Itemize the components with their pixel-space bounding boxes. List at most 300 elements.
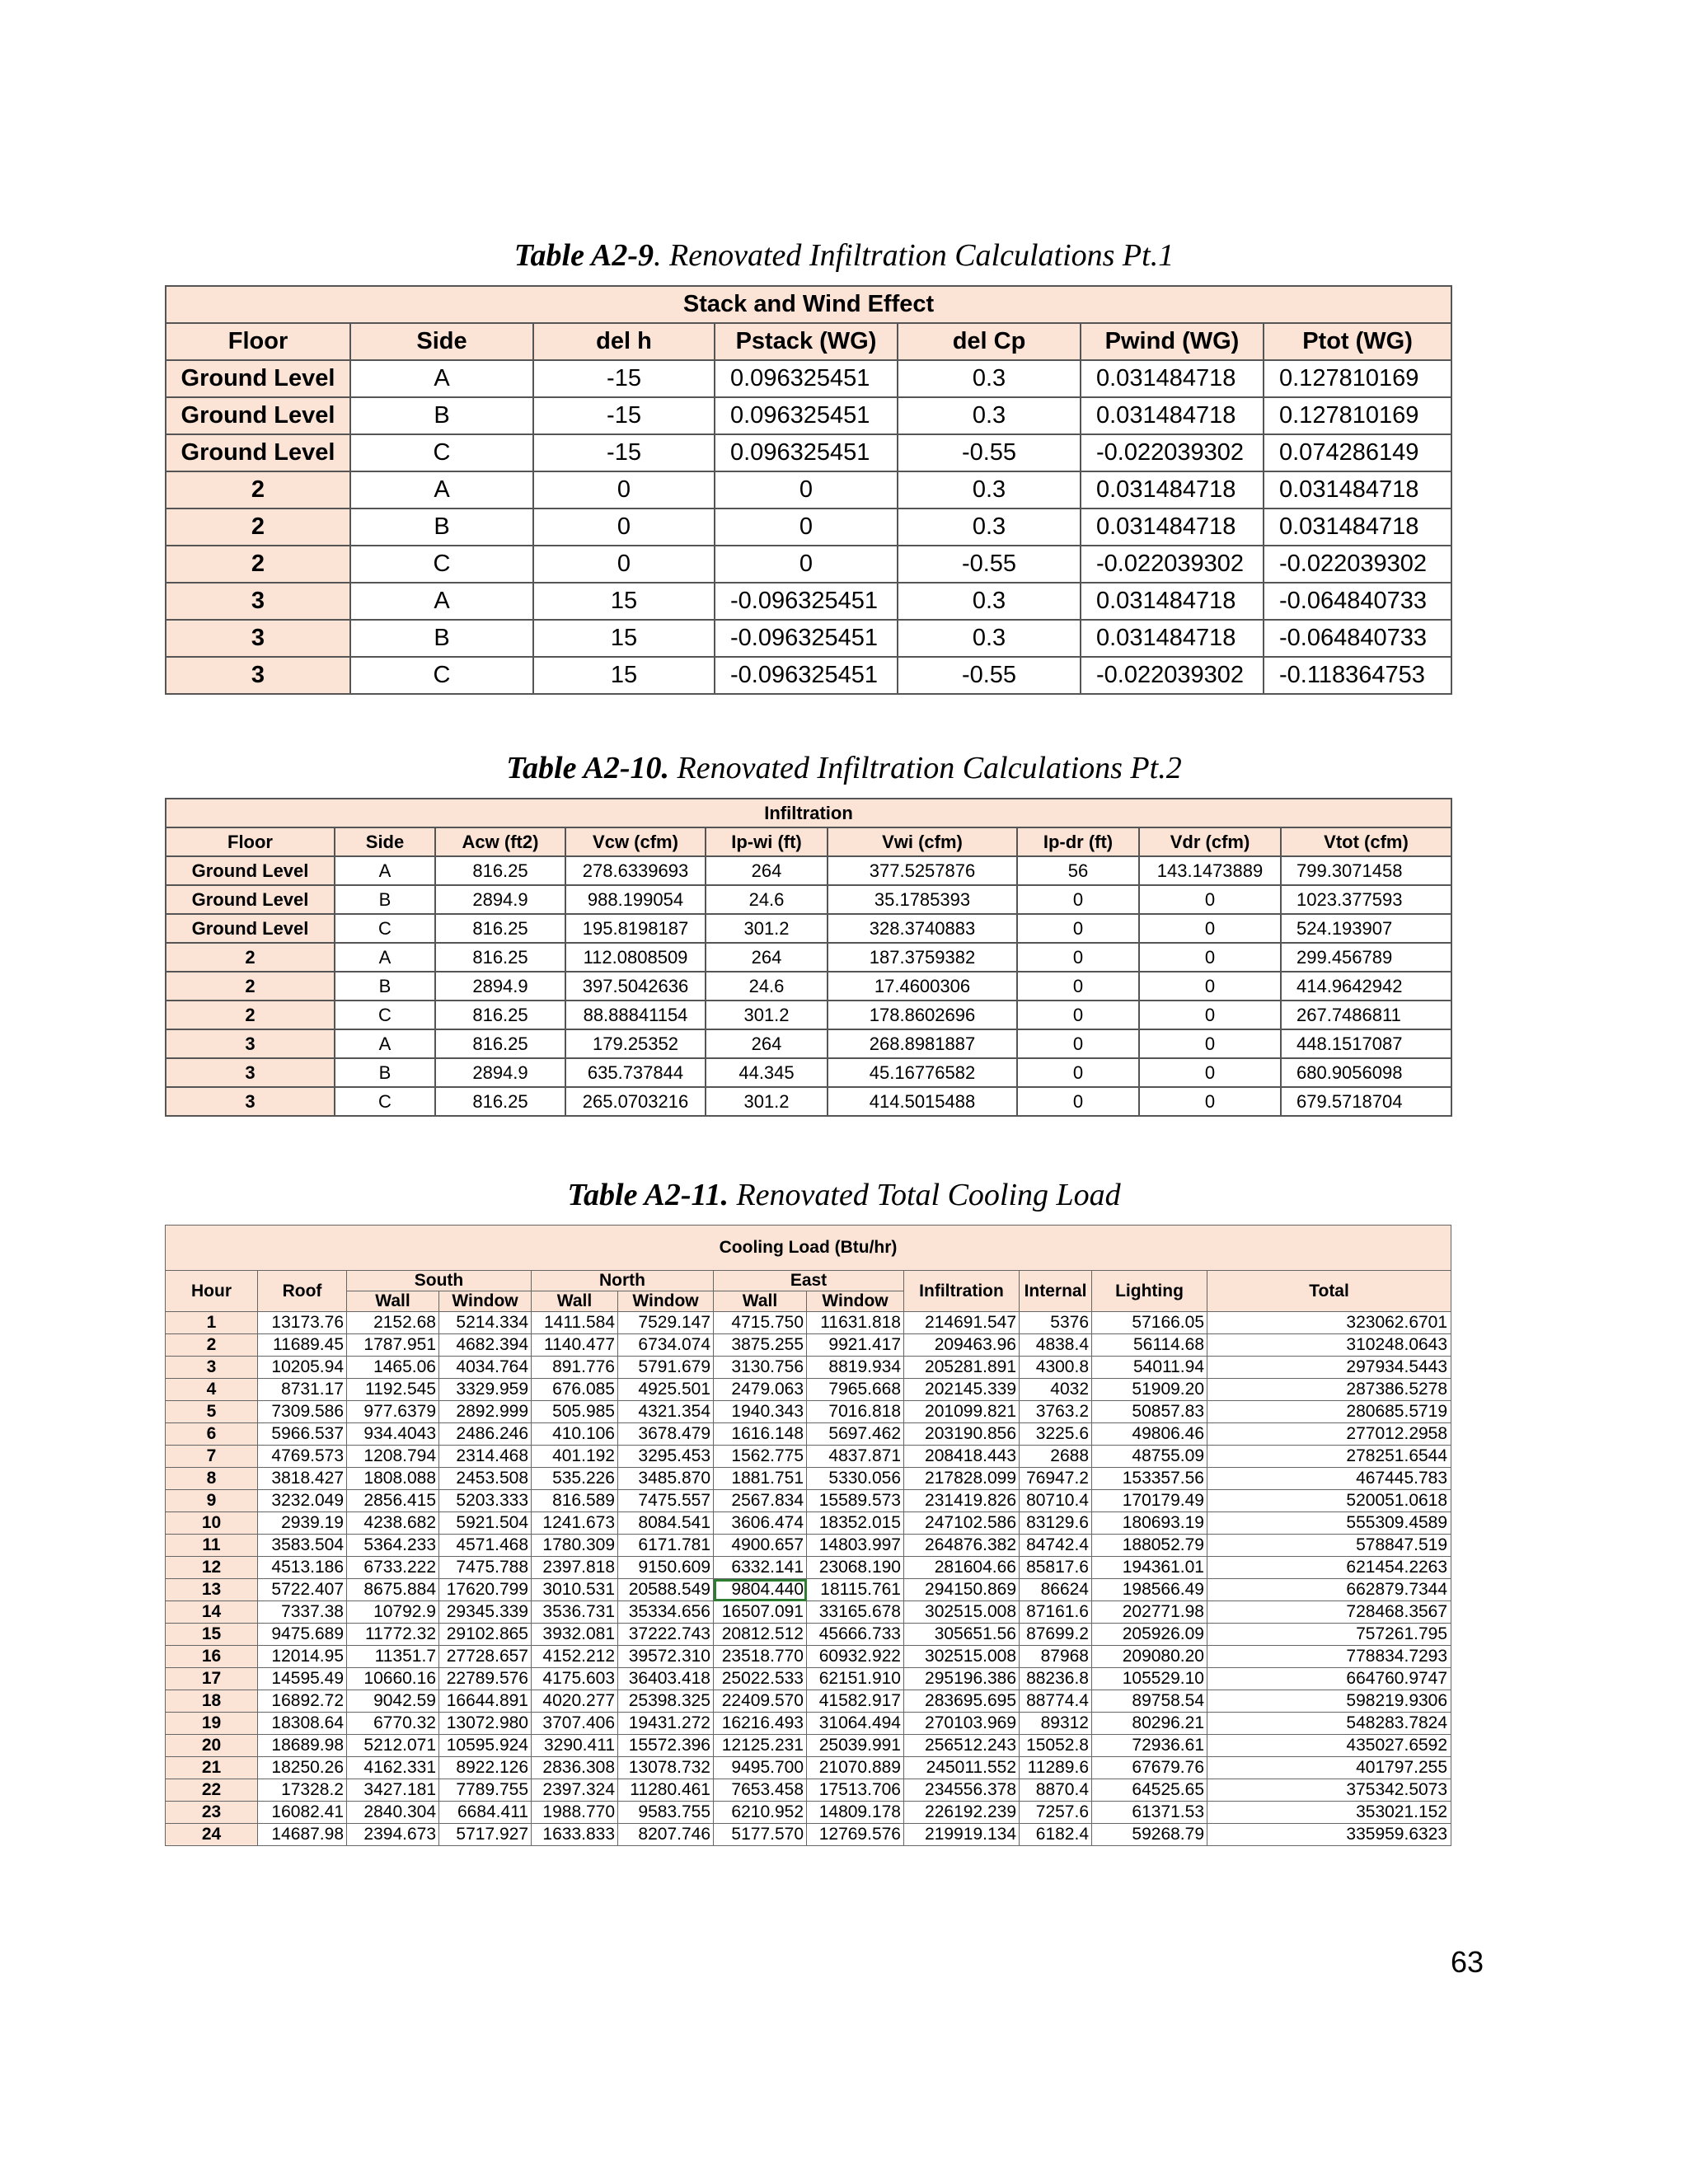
row-label: Ground Level	[166, 360, 350, 397]
table-cell: A	[335, 856, 435, 885]
table-cell: 295196.386	[904, 1668, 1020, 1690]
table-cell: 301.2	[706, 1001, 828, 1029]
row-label: 13	[166, 1579, 258, 1601]
table-row	[166, 1468, 1451, 1490]
table-cell: 2856.415	[347, 1490, 439, 1512]
table-cell: 0	[1139, 972, 1281, 1001]
table-row	[166, 1334, 1451, 1357]
row-label: 20	[166, 1735, 258, 1757]
row-label: 2	[166, 509, 350, 546]
table-cell: 0	[1017, 1001, 1139, 1029]
table-cell: 49806.46	[1092, 1423, 1207, 1446]
table-cell: 3295.453	[618, 1446, 714, 1468]
column-header: Pstack (WG)	[715, 323, 898, 360]
table-cell: B	[335, 972, 435, 1001]
column-header: del Cp	[898, 323, 1081, 360]
table-cell: 88236.8	[1020, 1668, 1092, 1690]
table-cell: 8819.934	[807, 1357, 904, 1379]
row-label: 3	[166, 583, 350, 620]
col-internal: Internal	[1020, 1271, 1092, 1312]
table-cell: C	[350, 434, 533, 471]
table-cell: 3818.427	[258, 1468, 347, 1490]
table-cell: 15	[533, 657, 715, 694]
table-cell: C	[335, 1087, 435, 1116]
table-cell: 1241.673	[532, 1512, 618, 1535]
table-cell: 11289.6	[1020, 1757, 1092, 1779]
table-cell: B	[350, 620, 533, 657]
table-cell: 0.096325451	[715, 397, 898, 434]
table-cell: 1411.584	[532, 1312, 618, 1334]
table-cell: 143.1473889	[1139, 856, 1281, 885]
table-cell: 0.3	[898, 360, 1081, 397]
table-cell: 375342.5073	[1207, 1779, 1451, 1802]
table-cell: 297934.5443	[1207, 1357, 1451, 1379]
table-cell: 195.8198187	[565, 914, 706, 943]
table-cell: 280685.5719	[1207, 1401, 1451, 1423]
row-label: 2	[166, 546, 350, 583]
table-cell: 0.031484718	[1264, 471, 1451, 509]
table-cell: 3932.081	[532, 1624, 618, 1646]
table-cell: 535.226	[532, 1468, 618, 1490]
table-cell: 201099.821	[904, 1401, 1020, 1423]
table-cell: 15	[533, 583, 715, 620]
table-cell: 23068.190	[807, 1557, 904, 1579]
table-cell: 299.456789	[1281, 943, 1451, 972]
table-cell: A	[335, 943, 435, 972]
table-cell: 36403.418	[618, 1668, 714, 1690]
table-cell: 6332.141	[714, 1557, 807, 1579]
column-header: Pwind (WG)	[1081, 323, 1264, 360]
table-cell: -0.096325451	[715, 620, 898, 657]
table-cell: 3232.049	[258, 1490, 347, 1512]
table-cell: 22409.570	[714, 1690, 807, 1713]
table-cell: 13173.76	[258, 1312, 347, 1334]
table-cell: 505.985	[532, 1401, 618, 1423]
table-row	[166, 1668, 1451, 1690]
table-cell: 353021.152	[1207, 1802, 1451, 1824]
table-cell: A	[350, 360, 533, 397]
table-cell: 2397.818	[532, 1557, 618, 1579]
table-cell: 816.25	[435, 1029, 565, 1058]
row-label: Ground Level	[166, 397, 350, 434]
col-hour: Hour	[166, 1271, 258, 1312]
table-cell: 15572.396	[618, 1735, 714, 1757]
table-cell: 6210.952	[714, 1802, 807, 1824]
table-cell: 10792.9	[347, 1601, 439, 1624]
table-cell: 85817.6	[1020, 1557, 1092, 1579]
table-cell: 12125.231	[714, 1735, 807, 1757]
table-cell: 816.25	[435, 1001, 565, 1029]
row-label: 3	[166, 1058, 335, 1087]
table-cell: 977.6379	[347, 1401, 439, 1423]
col-south-wall: Wall	[347, 1291, 439, 1312]
table-cell: 4925.501	[618, 1379, 714, 1401]
table-cell: 25398.325	[618, 1690, 714, 1713]
row-label: 21	[166, 1757, 258, 1779]
table-cell: 57166.05	[1092, 1312, 1207, 1334]
table-cell: 302515.008	[904, 1601, 1020, 1624]
table-row	[166, 1312, 1451, 1334]
table-cell: 323062.6701	[1207, 1312, 1451, 1334]
table-cell: -0.064840733	[1264, 583, 1451, 620]
row-label: 12	[166, 1557, 258, 1579]
table-cell: 328.3740883	[828, 914, 1017, 943]
table-cell: 18250.26	[258, 1757, 347, 1779]
table-cell: 219919.134	[904, 1824, 1020, 1846]
table-cell: 217828.099	[904, 1468, 1020, 1490]
table-cell: 80710.4	[1020, 1490, 1092, 1512]
table-cell: -0.064840733	[1264, 620, 1451, 657]
column-header: Vdr (cfm)	[1139, 827, 1281, 856]
row-label: 17	[166, 1668, 258, 1690]
table-cell: 3010.531	[532, 1579, 618, 1601]
table-cell: 17513.706	[807, 1779, 904, 1802]
table-cell: -15	[533, 360, 715, 397]
table-cell: 4838.4	[1020, 1334, 1092, 1357]
table-cell: 14803.997	[807, 1535, 904, 1557]
table-cell: 283695.695	[904, 1690, 1020, 1713]
col-roof: Roof	[258, 1271, 347, 1312]
table-cell: C	[350, 546, 533, 583]
table-cell: 50857.83	[1092, 1401, 1207, 1423]
table-cell: 188052.79	[1092, 1535, 1207, 1557]
table-cell: 2894.9	[435, 972, 565, 1001]
column-header: Acw (ft2)	[435, 827, 565, 856]
table-cell: 5791.679	[618, 1357, 714, 1379]
row-label: 10	[166, 1512, 258, 1535]
table-cell: 0	[1139, 1087, 1281, 1116]
table-cell: 23518.770	[714, 1646, 807, 1668]
table-cell: 187.3759382	[828, 943, 1017, 972]
table-row	[166, 657, 1451, 694]
table-cell: 0	[1139, 943, 1281, 972]
table-cell: -0.55	[898, 657, 1081, 694]
table-cell: 0	[1017, 1087, 1139, 1116]
table-cell: 6770.32	[347, 1713, 439, 1735]
table-cell: 87699.2	[1020, 1624, 1092, 1646]
table-cell: 1881.751	[714, 1468, 807, 1490]
group-header: Stack and Wind Effect	[166, 286, 1451, 323]
table-cell: 14809.178	[807, 1802, 904, 1824]
row-label: 11	[166, 1535, 258, 1557]
table-row	[166, 1624, 1451, 1646]
table-row	[166, 1423, 1451, 1446]
table-cell: 0	[715, 471, 898, 509]
table-cell: 208418.443	[904, 1446, 1020, 1468]
table-cell: 4715.750	[714, 1312, 807, 1334]
table-cell: 9042.59	[347, 1690, 439, 1713]
table-cell: 305651.56	[904, 1624, 1020, 1646]
table-cell: 0	[1139, 1029, 1281, 1058]
table-cell: 4900.657	[714, 1535, 807, 1557]
table-cell: 264	[706, 943, 828, 972]
table-row	[166, 397, 1451, 434]
table-row	[166, 1087, 1451, 1116]
table-cell: 7337.38	[258, 1601, 347, 1624]
table-cell: 0	[1017, 914, 1139, 943]
table-cell: 27728.657	[439, 1646, 532, 1668]
table-cell: 265.0703216	[565, 1087, 706, 1116]
row-label: 18	[166, 1690, 258, 1713]
table-cell: 0.127810169	[1264, 397, 1451, 434]
table-cell: 18308.64	[258, 1713, 347, 1735]
table-cell: 2840.304	[347, 1802, 439, 1824]
table-row	[166, 1379, 1451, 1401]
column-header: Floor	[166, 827, 335, 856]
table-cell: 2939.19	[258, 1512, 347, 1535]
table-cell: 816.589	[532, 1490, 618, 1512]
table-cell: 397.5042636	[565, 972, 706, 1001]
table-row	[166, 943, 1451, 972]
table-cell: 20588.549	[618, 1579, 714, 1601]
table-cell: 2152.68	[347, 1312, 439, 1334]
table-cell: 598219.9306	[1207, 1690, 1451, 1713]
row-label: 7	[166, 1446, 258, 1468]
table-cell: 16216.493	[714, 1713, 807, 1735]
table-cell: 80296.21	[1092, 1713, 1207, 1735]
table-cell: 9495.700	[714, 1757, 807, 1779]
table-cell: 6171.781	[618, 1535, 714, 1557]
table-cell: 294150.869	[904, 1579, 1020, 1601]
infiltration-table	[165, 798, 1452, 1117]
table-row	[166, 1824, 1451, 1846]
table-cell: 414.9642942	[1281, 972, 1451, 1001]
row-label: 2	[166, 943, 335, 972]
table-cell: 88.88841154	[565, 1001, 706, 1029]
table-cell: 179.25352	[565, 1029, 706, 1058]
table-cell: 170179.49	[1092, 1490, 1207, 1512]
table-cell: -0.022039302	[1081, 434, 1264, 471]
table-cell: 209463.96	[904, 1334, 1020, 1357]
table-row	[166, 1535, 1451, 1557]
table-cell: 7965.668	[807, 1379, 904, 1401]
table-cell: 267.7486811	[1281, 1001, 1451, 1029]
table-cell: 778834.7293	[1207, 1646, 1451, 1668]
table-cell: 198566.49	[1092, 1579, 1207, 1601]
table-cell: 816.25	[435, 856, 565, 885]
table-cell: 301.2	[706, 1087, 828, 1116]
table-cell: 548283.7824	[1207, 1713, 1451, 1735]
col-north-window: Window	[618, 1291, 714, 1312]
table-cell: 205281.891	[904, 1357, 1020, 1379]
table-cell: 5376	[1020, 1312, 1092, 1334]
table-row	[166, 914, 1451, 943]
row-label: 22	[166, 1779, 258, 1802]
table-cell: 14595.49	[258, 1668, 347, 1690]
table-cell: 264	[706, 856, 828, 885]
table-cell: 6684.411	[439, 1802, 532, 1824]
table-cell: 264	[706, 1029, 828, 1058]
table-cell: 7653.458	[714, 1779, 807, 1802]
row-label: 2	[166, 1334, 258, 1357]
table-cell: 287386.5278	[1207, 1379, 1451, 1401]
table-row	[166, 885, 1451, 914]
table-cell: 4571.468	[439, 1535, 532, 1557]
row-label: 3	[166, 1357, 258, 1379]
table-cell: 9150.609	[618, 1557, 714, 1579]
table-cell: 153357.56	[1092, 1468, 1207, 1490]
table-cell: 178.8602696	[828, 1001, 1017, 1029]
table-cell: 467445.783	[1207, 1468, 1451, 1490]
table-cell: 16082.41	[258, 1802, 347, 1824]
table-cell: 5212.071	[347, 1735, 439, 1757]
table-row	[166, 1490, 1451, 1512]
table-cell: 88774.4	[1020, 1690, 1092, 1713]
table-cell: 4034.764	[439, 1357, 532, 1379]
table-cell: 0.031484718	[1264, 509, 1451, 546]
table-cell: 7789.755	[439, 1779, 532, 1802]
col-east-wall: Wall	[714, 1291, 807, 1312]
table-cell: 87968	[1020, 1646, 1092, 1668]
table-cell: 0	[1139, 914, 1281, 943]
table-cell: 11280.461	[618, 1779, 714, 1802]
table-cell: A	[350, 583, 533, 620]
table-cell: 16892.72	[258, 1690, 347, 1713]
table-cell: 5364.233	[347, 1535, 439, 1557]
table-row	[166, 1401, 1451, 1423]
table-cell: 0	[1017, 972, 1139, 1001]
table-cell: 22789.576	[439, 1668, 532, 1690]
table-cell: 18115.761	[807, 1579, 904, 1601]
row-label: 1	[166, 1312, 258, 1334]
table-cell: 277012.2958	[1207, 1423, 1451, 1446]
table-cell: 335959.6323	[1207, 1824, 1451, 1846]
table-cell: 1562.775	[714, 1446, 807, 1468]
table-cell: 59268.79	[1092, 1824, 1207, 1846]
table-row	[166, 856, 1451, 885]
page-number: 63	[1451, 1945, 1484, 1979]
table-cell: 5203.333	[439, 1490, 532, 1512]
table-cell: 35.1785393	[828, 885, 1017, 914]
row-label: 15	[166, 1624, 258, 1646]
table-cell: 4682.394	[439, 1334, 532, 1357]
table-cell: 12769.576	[807, 1824, 904, 1846]
table-a2-10-caption: Table A2-10. Renovated Infiltration Calculations Pt.2	[506, 751, 1182, 785]
table-cell: 401797.255	[1207, 1757, 1451, 1779]
table-cell: 16644.891	[439, 1690, 532, 1713]
table-cell: 2479.063	[714, 1379, 807, 1401]
table-cell: 728468.3567	[1207, 1601, 1451, 1624]
table-cell: 799.3071458	[1281, 856, 1451, 885]
table-cell: 5177.570	[714, 1824, 807, 1846]
table-cell: 0.096325451	[715, 434, 898, 471]
table-cell: 680.9056098	[1281, 1058, 1451, 1087]
table-row	[166, 360, 1451, 397]
table-cell: 676.085	[532, 1379, 618, 1401]
table-cell: -0.55	[898, 434, 1081, 471]
table-cell: 56	[1017, 856, 1139, 885]
table-cell: B	[335, 1058, 435, 1087]
table-cell: 1787.951	[347, 1334, 439, 1357]
table-cell: 1633.833	[532, 1824, 618, 1846]
table-cell: 816.25	[435, 943, 565, 972]
table-cell: 0.031484718	[1081, 583, 1264, 620]
table-cell: 19431.272	[618, 1713, 714, 1735]
table-cell: 2892.999	[439, 1401, 532, 1423]
table-cell: 3427.181	[347, 1779, 439, 1802]
col-east-window: Window	[807, 1291, 904, 1312]
group-header: Infiltration	[166, 799, 1451, 827]
table-cell: 7016.818	[807, 1401, 904, 1423]
table-cell: 401.192	[532, 1446, 618, 1468]
table-cell: 226192.239	[904, 1802, 1020, 1824]
table-cell: 1808.088	[347, 1468, 439, 1490]
table-cell: 3225.6	[1020, 1423, 1092, 1446]
cooling-load-table	[165, 1225, 1451, 1846]
table-cell: 5966.537	[258, 1423, 347, 1446]
table-cell: 61371.53	[1092, 1802, 1207, 1824]
table-cell: 0	[1139, 1058, 1281, 1087]
table-cell: 8731.17	[258, 1379, 347, 1401]
table-cell: 12014.95	[258, 1646, 347, 1668]
table-cell: 4032	[1020, 1379, 1092, 1401]
row-label: 8	[166, 1468, 258, 1490]
table-cell: 0	[533, 471, 715, 509]
table-cell: 1988.770	[532, 1802, 618, 1824]
table-cell: 310248.0643	[1207, 1334, 1451, 1357]
table-cell: 10660.16	[347, 1668, 439, 1690]
table-cell: 18352.015	[807, 1512, 904, 1535]
table-row	[166, 1779, 1451, 1802]
row-label: 14	[166, 1601, 258, 1624]
table-cell: 7475.788	[439, 1557, 532, 1579]
table-cell: 278251.6544	[1207, 1446, 1451, 1468]
table-cell: 84742.4	[1020, 1535, 1092, 1557]
table-cell: 21070.889	[807, 1757, 904, 1779]
table-cell: 24.6	[706, 885, 828, 914]
row-label: 4	[166, 1379, 258, 1401]
table-cell: 816.25	[435, 1087, 565, 1116]
table-cell: 51909.20	[1092, 1379, 1207, 1401]
table-cell: -15	[533, 434, 715, 471]
table-cell: 988.199054	[565, 885, 706, 914]
table-cell: 3875.255	[714, 1334, 807, 1357]
table-cell: 60932.922	[807, 1646, 904, 1668]
table-cell: 234556.378	[904, 1779, 1020, 1802]
table-cell: 9475.689	[258, 1624, 347, 1646]
table-cell: B	[335, 885, 435, 914]
row-label: Ground Level	[166, 885, 335, 914]
table-cell: 11772.32	[347, 1624, 439, 1646]
table-cell: 302515.008	[904, 1646, 1020, 1668]
table-cell: 64525.65	[1092, 1779, 1207, 1802]
col-south-window: Window	[439, 1291, 532, 1312]
table-cell: 203190.856	[904, 1423, 1020, 1446]
table-cell: 278.6339693	[565, 856, 706, 885]
table-row	[166, 509, 1451, 546]
stack-wind-effect-table	[165, 285, 1452, 695]
table-cell: 5921.504	[439, 1512, 532, 1535]
table-cell: 214691.547	[904, 1312, 1020, 1334]
row-label: 6	[166, 1423, 258, 1446]
table-cell: 89758.54	[1092, 1690, 1207, 1713]
table-cell: -0.022039302	[1264, 546, 1451, 583]
table-row	[166, 1713, 1451, 1735]
table-cell: A	[350, 471, 533, 509]
table-cell: 89312	[1020, 1713, 1092, 1735]
table-row	[166, 1601, 1451, 1624]
row-label: 5	[166, 1401, 258, 1423]
row-label: 24	[166, 1824, 258, 1846]
table-cell: C	[335, 1001, 435, 1029]
table-cell: 29345.339	[439, 1601, 532, 1624]
table-cell: 679.5718704	[1281, 1087, 1451, 1116]
table-cell: 4175.603	[532, 1668, 618, 1690]
row-label: 2	[166, 471, 350, 509]
table-cell: 41582.917	[807, 1690, 904, 1713]
table-cell: 76947.2	[1020, 1468, 1092, 1490]
table-a2-11-caption: Table A2-11. Renovated Total Cooling Load	[567, 1178, 1121, 1212]
